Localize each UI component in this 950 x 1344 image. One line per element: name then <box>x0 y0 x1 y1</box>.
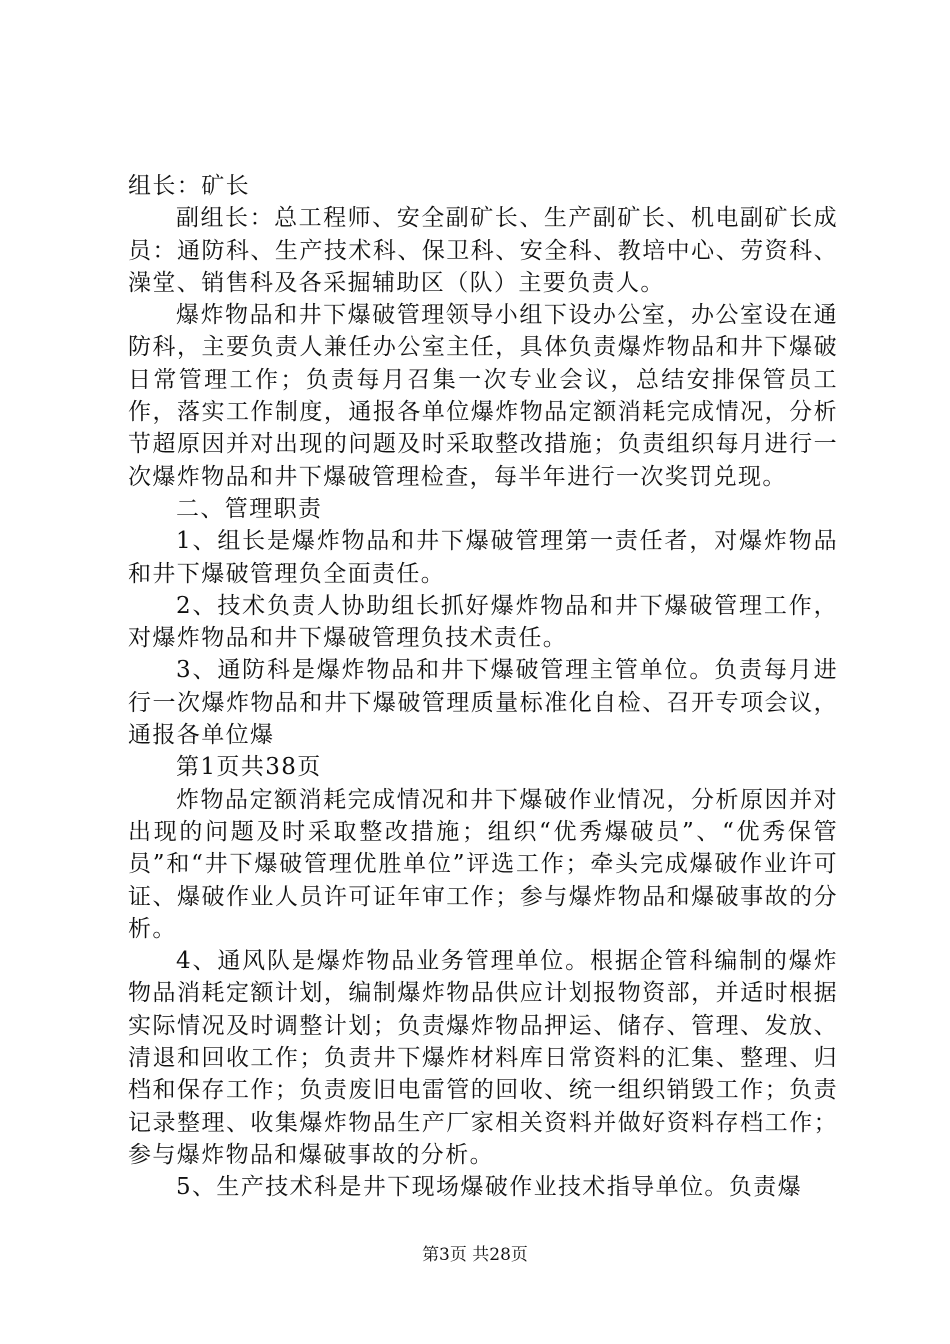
paragraph-duty-1: 1、组长是爆炸物品和井下爆破管理第一责任者，对爆炸物品和井下爆破管理负全面责任。 <box>128 528 838 587</box>
paragraph-duty-3: 3、通防科是爆炸物品和井下爆破管理主管单位。负责每月进行一次爆炸物品和井下爆破管理质量标准化自检、召开专项会议，通报各单位爆 <box>128 657 838 749</box>
paragraph-deputy-members: 副组长：总工程师、安全副矿长、生产副矿长、机电副矿长成员：通防科、生产技术科、保卫科、安全科、教培中心、劳资科、澡堂、销售科及各采掘辅助区（队）主要负责人。 <box>128 205 838 296</box>
paragraph-duty-4: 4、通风队是爆炸物品业务管理单位。根据企管科编制的爆炸物品消耗定额计划，编制爆炸物品供应计划报物资部，并适时根据实际情况及时调整计划；负责爆炸物品押运、储存、管理、发放、清退和回收工作；负责井下爆炸材料库日常资料的汇集、整理、归档和保存工作；负责废旧电雷管的回收、统一组织销毁工作；负责记录整理、收集爆炸物品生产厂家相关资料并做好资料存档工作；参与爆炸物品和爆破事故的分析。 <box>128 948 838 1168</box>
document-body <box>128 170 838 1204</box>
paragraph-duty-5: 5、生产技术科是井下现场爆破作业技术指导单位。负责爆 <box>176 1174 803 1201</box>
paragraph-duty-2: 2、技术负责人协助组长抓好爆炸物品和井下爆破管理工作，对爆炸物品和井下爆破管理负技术责任。 <box>128 592 838 652</box>
page-footer: 第3页 共28页 <box>422 1245 528 1265</box>
paragraph-leader: 组长：矿长 <box>128 173 250 199</box>
paragraph-duty-3-continued: 炸物品定额消耗完成情况和井下爆破作业情况，分析原因并对出现的问题及时采取整改措施；组织“优秀爆破员”、“优秀保管员”和“井下爆破管理优胜单位”评选工作；牵头完成爆破作业许可证、爆破作业人员许可证年审工作；参与爆炸物品和爆破事故的分析。 <box>128 786 838 942</box>
paragraph-office: 爆炸物品和井下爆破管理领导小组下设办公室，办公室设在通防科，主要负责人兼任办公室主任，具体负责爆炸物品和井下爆破日常管理工作；负责每月召集一次专业会议，总结安排保管员工作，落实工作制度，通报各单位爆炸物品定额消耗完成情况，分析节超原因并对出现的问题及时采取整改措施；负责组织每月进行一次爆炸物品和井下爆破管理检查，每半年进行一次奖罚兑现。 <box>128 302 838 490</box>
inline-page-marker: 第1页共38页 <box>176 754 322 781</box>
section-heading-duties: 二、管理职责 <box>176 495 323 522</box>
